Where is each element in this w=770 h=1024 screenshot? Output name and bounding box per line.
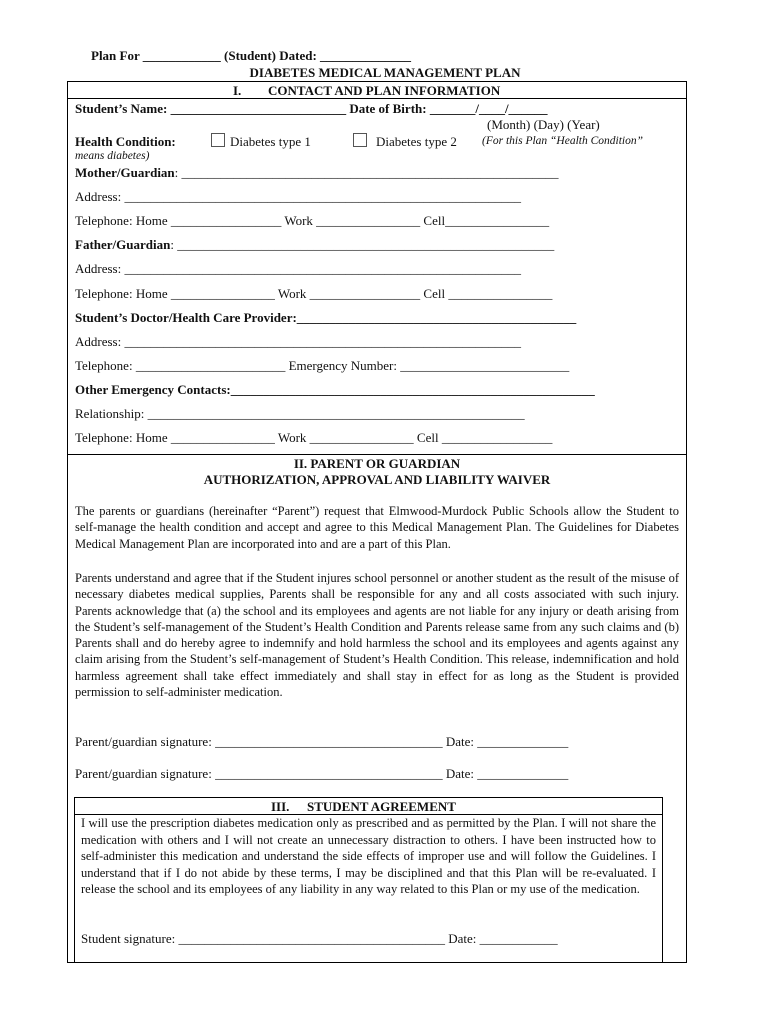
health-condition-definition: (For this Plan “Health Condition” xyxy=(482,135,644,147)
health-condition-label: Health Condition: xyxy=(75,134,176,149)
section-3-heading: STUDENT AGREEMENT xyxy=(307,799,456,814)
diabetes-type-1-label: Diabetes type 1 xyxy=(230,134,311,149)
mother-guardian-blank: : __________________________________________________________ xyxy=(174,165,559,180)
parent-signature-2[interactable]: Parent/guardian signature: ___________________________________ Date: ______________ xyxy=(75,766,569,781)
page-title: DIABETES MEDICAL MANAGEMENT PLAN xyxy=(249,65,521,80)
other-emergency-contacts-field[interactable]: Other Emergency Contacts:________________________________________________________ xyxy=(75,382,595,397)
father-guardian-blank: : __________________________________________________________ xyxy=(170,237,555,252)
mother-guardian-label: Mother/Guardian xyxy=(75,165,175,180)
father-guardian-field[interactable] xyxy=(75,237,554,253)
diabetes-type-1-checkbox[interactable] xyxy=(211,133,225,147)
relationship-field[interactable]: Relationship: __________________________________________________________ xyxy=(75,406,525,421)
student-signature[interactable]: Student signature: _________________________________________ Date: ____________ xyxy=(81,931,558,946)
plan-for-line: Plan For ____________ (Student) Dated: ______________ xyxy=(91,48,412,63)
student-agreement-paragraph: I will use the prescription diabetes medication only as prescribed and as permitted by the Plan. I will not share the medication with others and I will not create an unnecessary distraction to others. I have been instructed how to self-administer this medication and understand the side effects of improper use and will follow the Guidelines. I understand that if I do not abide by these terms, I may be disciplined and that this Plan will be re-evaluated. I release the school and its employees of any liability in any way related to this Plan or my use of the medication. xyxy=(81,816,656,896)
date-format-hint: (Month) (Day) (Year) xyxy=(487,117,600,132)
father-address-field[interactable]: Address: _____________________________________________________________ xyxy=(75,261,521,276)
diabetes-type-2-label: Diabetes type 2 xyxy=(376,134,457,149)
diabetes-type-2-checkbox[interactable] xyxy=(353,133,367,147)
doctor-telephone-field[interactable]: Telephone: _______________________ Emergency Number: __________________________ xyxy=(75,358,570,373)
section-1-heading: CONTACT AND PLAN INFORMATION xyxy=(268,83,501,98)
other-telephone-field[interactable]: Telephone: Home ________________ Work ________________ Cell _________________ xyxy=(75,430,553,445)
doctor-address-field[interactable]: Address: _____________________________________________________________ xyxy=(75,334,521,349)
section-3-number: III. xyxy=(271,799,290,814)
student-name-field[interactable]: Student’s Name: ___________________________ Date of Birth: _______/____/______ xyxy=(75,101,548,116)
liability-waiver-paragraph: Parents understand and agree that if the Student injures school personnel or another student as the result of the misuse of necessary diabetes medical supplies, Parents shall be responsible for any and all costs associated with such injury. Parents acknowledge that (a) the school and its employees and agents are not liable for any injury or death arising from the Student’s self-management of the Student’s Health Condition and Parents release same from any such claims and (b) Parents shall and do hereby agree to indemnify and hold harmless the school and its employees and agents against any claim arising from the Student’s self-management of Student’s Health Condition. This release, indemnification and hold harmless agreement shall take effect immediately and shall stay in effect for as long as the Student is provided permission to self-administer medication. xyxy=(75,571,679,700)
mother-address-field[interactable]: Address: _____________________________________________________________ xyxy=(75,189,521,204)
father-guardian-label: Father/Guardian xyxy=(75,237,171,252)
section-2-subheading: AUTHORIZATION, APPROVAL AND LIABILITY WAIVER xyxy=(203,472,551,487)
section-2-heading: II. PARENT OR GUARDIAN xyxy=(293,456,461,471)
father-telephone-field[interactable]: Telephone: Home ________________ Work _________________ Cell ________________ xyxy=(75,286,553,301)
section-1-number: I. xyxy=(233,83,242,98)
mother-guardian-field[interactable] xyxy=(75,165,559,181)
parent-request-paragraph: The parents or guardians (hereinafter “Parent”) request that Elmwood-Murdock Public Schools allow the Student to self-manage the health condition and accept and agree to this Medical Management Plan. The Guidelines for Diabetes Medical Management Plan are incorporated into and are a part of this Plan. xyxy=(75,504,679,551)
health-condition-definition-cont: means diabetes) xyxy=(75,150,150,162)
parent-signature-1[interactable]: Parent/guardian signature: ___________________________________ Date: ______________ xyxy=(75,734,569,749)
doctor-field[interactable]: Student’s Doctor/Health Care Provider:___________________________________________ xyxy=(75,310,577,325)
mother-telephone-field[interactable]: Telephone: Home _________________ Work ________________ Cell________________ xyxy=(75,213,550,228)
